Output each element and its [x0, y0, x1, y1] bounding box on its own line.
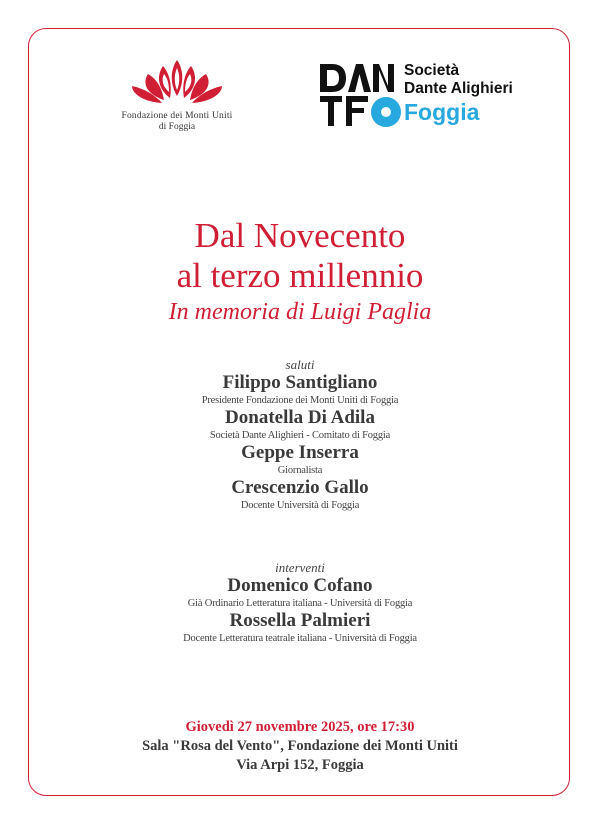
speaker-entry: [0, 442, 600, 477]
speaker-entry: [0, 610, 600, 645]
event-date: Giovedì 27 novembre 2025, ore 17:30: [185, 719, 415, 735]
logo-societa-dante-alighieri: [318, 58, 548, 134]
interventi-section: [0, 560, 600, 645]
event-details: [0, 718, 600, 775]
speaker-role: Docente Letteratura teatrale italiana - Università di Foggia: [183, 633, 417, 644]
speaker-name: Filippo Santigliano: [222, 372, 378, 393]
speaker-name: Domenico Cofano: [227, 575, 373, 596]
speaker-entry: [0, 407, 600, 442]
speaker-entry: [0, 477, 600, 512]
saluti-label: saluti: [285, 357, 315, 372]
foggia-label: Foggia: [404, 99, 480, 125]
subtitle: In memoria di Luigi Paglia: [168, 299, 432, 325]
speaker-role: Società Dante Alighieri - Comitato di Foggia: [209, 430, 391, 441]
fondazione-city: di Foggia: [158, 122, 196, 132]
interventi-label: interventi: [275, 560, 325, 575]
societa-label: Società: [404, 62, 460, 79]
title-line-1: Dal Novecento: [194, 216, 406, 255]
speaker-role: Docente Università di Foggia: [240, 500, 360, 511]
speaker-name: Crescenzio Gallo: [231, 477, 369, 498]
speaker-role: Presidente Fondazione dei Monti Uniti di Foggia: [201, 395, 399, 406]
event-venue: Sala "Rosa del Vento", Fondazione dei Monti Uniti: [142, 738, 458, 754]
speaker-name: Rossella Palmieri: [229, 610, 371, 631]
dante-alighieri-label: Dante Alighieri: [404, 80, 513, 97]
speaker-entry: [0, 575, 600, 610]
speaker-entry: [0, 372, 600, 407]
speaker-role: Giornalista: [277, 465, 323, 476]
speaker-role: Già Ordinario Letteratura italiana - Università di Foggia: [187, 598, 413, 609]
saluti-section: [0, 357, 600, 512]
lotus-flower-icon: [118, 56, 236, 110]
speaker-name: Geppe Inserra: [241, 442, 359, 463]
title-line-2: al terzo millennio: [176, 256, 424, 295]
fondazione-name: Fondazione dei Monti Uniti: [121, 111, 233, 121]
logo-fondazione-monti-uniti: [102, 56, 252, 156]
event-address: Via Arpi 152, Foggia: [236, 757, 364, 773]
speaker-name: Donatella Di Adila: [225, 407, 375, 428]
dante-logo-icon: [318, 58, 404, 130]
